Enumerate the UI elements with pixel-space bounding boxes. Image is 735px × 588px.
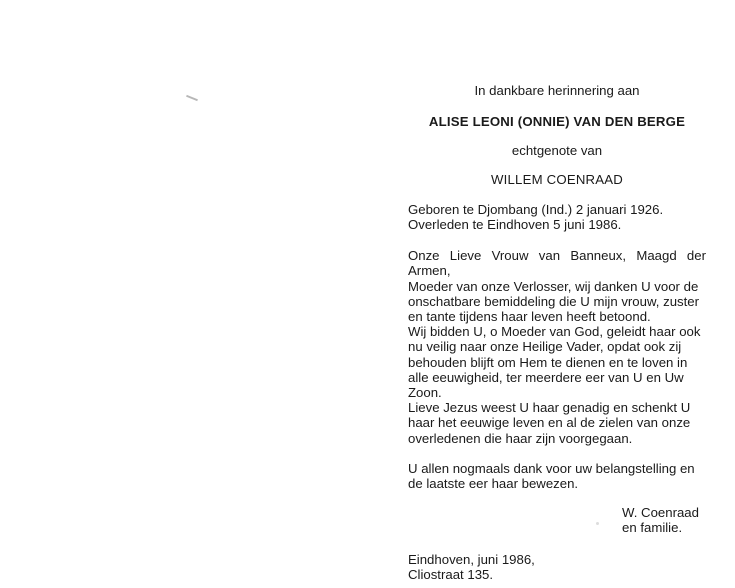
prayer-text [408, 248, 706, 446]
prayer-line: Wij bidden U, o Moeder van God, geleidt haar ook [408, 324, 701, 340]
signature-family: en familie. [622, 520, 683, 536]
birth-line: Geboren te Djombang (Ind.) 2 januari 1926. [408, 201, 664, 217]
prayer-line: nu veilig naar onze Heilige Vader, opdat ook zij [408, 339, 682, 355]
signature-block [622, 505, 706, 535]
prayer-line: Onze Lieve Vrouw van Banneux, Maagd der Armen, [408, 248, 706, 279]
deceased-name: ALISE LEONI (ONNIE) VAN DEN BERGE [428, 114, 686, 130]
thanks-text [408, 461, 706, 491]
thanks-line: de laatste eer haar bewezen. [408, 476, 579, 492]
prayer-line: overledenen die haar zijn voorgegaan. [408, 430, 633, 446]
scan-mark [186, 95, 198, 101]
prayer-line: alle eeuwigheid, ter meerdere eer van U en Uw [408, 369, 684, 385]
spouse-name: WILLEM COENRAAD [491, 171, 623, 187]
card-text-panel [408, 83, 706, 582]
prayer-line: onschatbare bemiddeling die U mijn vrouw, zuster [408, 293, 700, 309]
prayer-line: behouden blijft om Hem te dienen en te loven in [408, 354, 688, 370]
prayer-line: Lieve Jezus weest U haar genadig en schenkt U [408, 400, 691, 416]
prayer-line: haar het eeuwige leven en al de zielen van onze [408, 415, 691, 431]
place-date: Eindhoven, juni 1986, [408, 551, 535, 567]
address: Cliostraat 135. [408, 566, 494, 582]
prayer-line: Moeder van onze Verlosser, wij danken U voor de [408, 278, 699, 294]
prayer-line: Zoon. [408, 385, 442, 401]
signature-name: W. Coenraad [622, 505, 699, 521]
thanks-line: U allen nogmaals dank voor uw belangstelling en [408, 460, 695, 476]
death-line: Overleden te Eindhoven 5 juni 1986. [408, 217, 622, 233]
relation-label: echtgenote van [511, 143, 603, 159]
place-address-block [408, 552, 706, 582]
dates-block [408, 202, 706, 232]
card-heading: In dankbare herinnering aan [474, 83, 640, 98]
prayer-line: en tante tijdens haar leven heeft betoond. [408, 309, 651, 325]
